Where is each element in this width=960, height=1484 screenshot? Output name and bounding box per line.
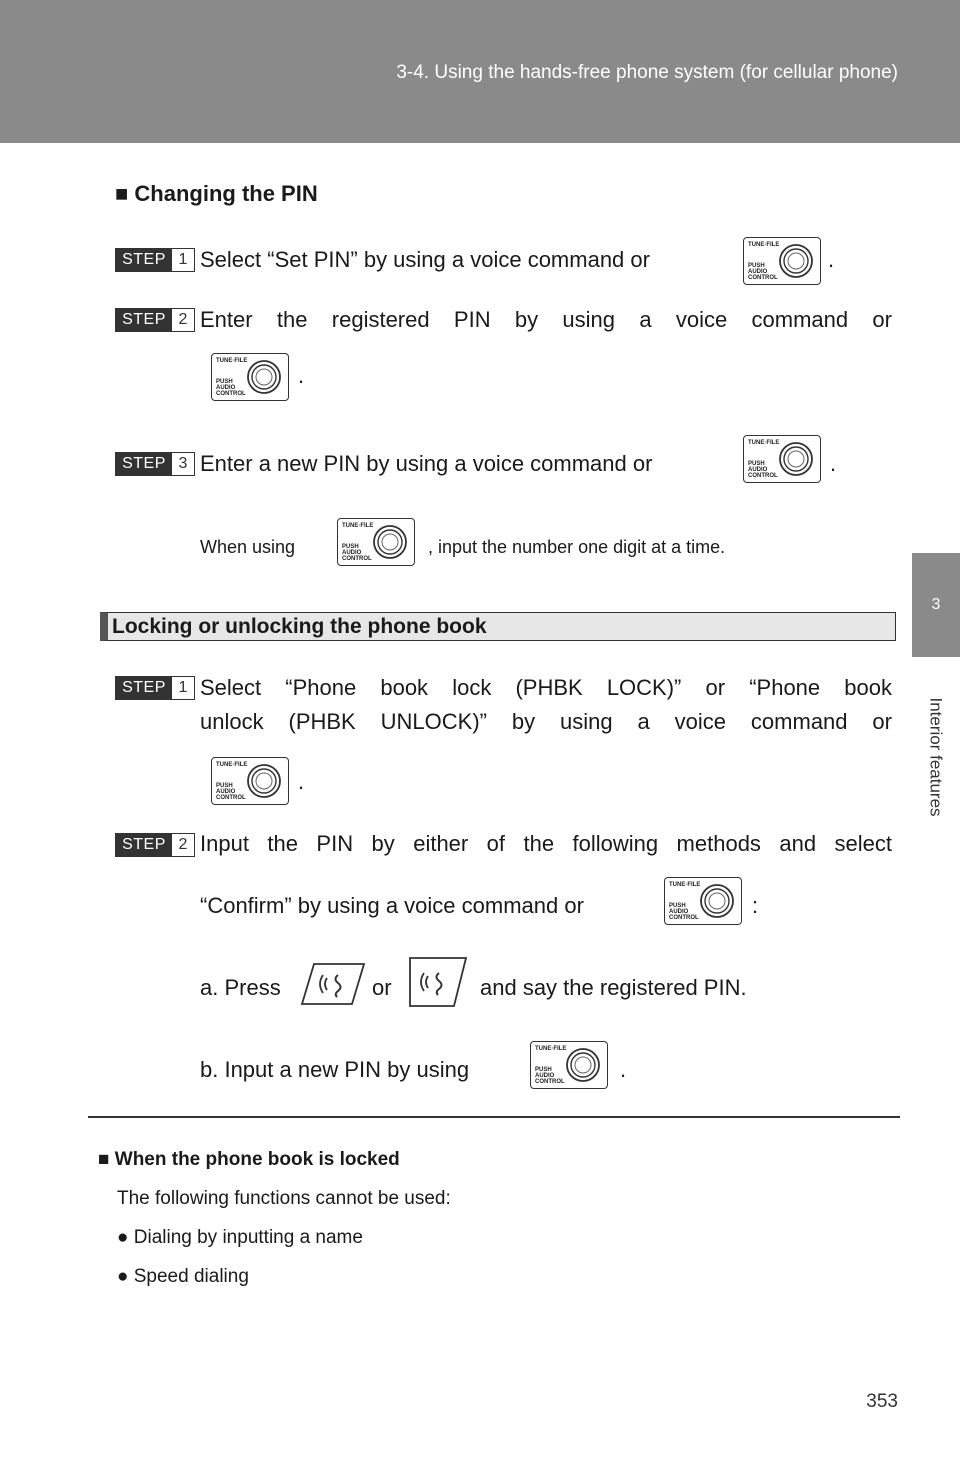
dial-label: CONTROL: [748, 473, 778, 479]
dial-label: PUSH: [216, 379, 233, 385]
talk-switch-icon: [408, 956, 468, 1008]
step-badge: STEP 1: [115, 248, 195, 272]
talk-switch-icon: [300, 962, 366, 1006]
phone-book-heading: Locking or unlocking the phone book: [100, 612, 896, 641]
dial-label: CONTROL: [342, 556, 372, 562]
chapter-label: Interior features: [927, 697, 946, 817]
section-title: 3-4. Using the hands-free phone system (for cellular phone): [396, 62, 898, 83]
tune-file-knob-icon: [530, 1041, 608, 1089]
dial-top-label: TUNE·FILE: [216, 762, 248, 768]
step-badge: STEP 1: [115, 676, 195, 700]
tune-file-knob-icon: [743, 435, 821, 483]
dial-label: AUDIO: [748, 467, 768, 473]
step-text: unlock (PHBK UNLOCK)” by using a voice command or: [200, 709, 892, 734]
dial-label: CONTROL: [216, 391, 246, 397]
step-text: Select “Phone book lock (PHBK LOCK)” or “Phone book: [200, 675, 892, 700]
hint-text: When using: [200, 537, 296, 557]
dial-label: PUSH: [669, 903, 686, 909]
dial-label: CONTROL: [535, 1079, 565, 1085]
changing-pin-heading: ■ Changing the PIN: [115, 181, 318, 206]
dial-label: PUSH: [535, 1067, 552, 1073]
dial-label: AUDIO: [748, 269, 768, 275]
dial-top-label: TUNE·FILE: [748, 440, 780, 446]
dial-label: PUSH: [342, 544, 359, 550]
step-badge: STEP 3: [115, 452, 195, 476]
method-b-text: b. Input a new PIN by using: [200, 1057, 470, 1082]
tune-file-knob-icon: [743, 237, 821, 285]
step-text: Enter the registered PIN by using a voice command or: [200, 307, 892, 332]
dial-top-label: TUNE·FILE: [748, 242, 780, 248]
dial-label: AUDIO: [216, 385, 236, 391]
tune-file-knob-icon: [664, 877, 742, 925]
list-item: ● Dialing by inputting a name: [117, 1227, 363, 1248]
step-text: Input the PIN by either of the following methods and select: [200, 831, 892, 856]
list-item: ● Speed dialing: [117, 1266, 249, 1287]
step-text: Select “Set PIN” by using a voice command or: [200, 247, 650, 272]
dial-label: CONTROL: [748, 275, 778, 281]
dial-label: CONTROL: [216, 795, 246, 801]
dial-label: AUDIO: [669, 909, 689, 915]
notes-heading: ■ When the phone book is locked: [98, 1149, 400, 1170]
tune-file-knob-icon: [337, 518, 415, 566]
chapter-tab[interactable]: 3: [912, 553, 960, 657]
dial-top-label: TUNE·FILE: [342, 523, 374, 529]
step-text: “Confirm” by using a voice command or: [200, 893, 584, 918]
dial-label: CONTROL: [669, 915, 699, 921]
dial-label: AUDIO: [342, 550, 362, 556]
dial-top-label: TUNE·FILE: [535, 1046, 567, 1052]
tune-file-knob-icon: [211, 757, 289, 805]
divider: [88, 1116, 900, 1118]
dial-label: PUSH: [748, 263, 765, 269]
notes-intro: The following functions cannot be used:: [117, 1188, 451, 1209]
dial-label: AUDIO: [535, 1073, 555, 1079]
step-badge: STEP 2: [115, 833, 195, 857]
dial-label: AUDIO: [216, 789, 236, 795]
dial-top-label: TUNE·FILE: [216, 358, 248, 364]
method-a-text: a. Press: [200, 975, 281, 1000]
step-text: Enter a new PIN by using a voice command or: [200, 451, 653, 476]
step-badge: STEP 2: [115, 308, 195, 332]
dial-label: PUSH: [216, 783, 233, 789]
dial-label: PUSH: [748, 461, 765, 467]
header-band: [0, 0, 960, 143]
dial-top-label: TUNE·FILE: [669, 882, 701, 888]
tune-file-knob-icon: [211, 353, 289, 401]
page-number: 353: [866, 1391, 898, 1412]
